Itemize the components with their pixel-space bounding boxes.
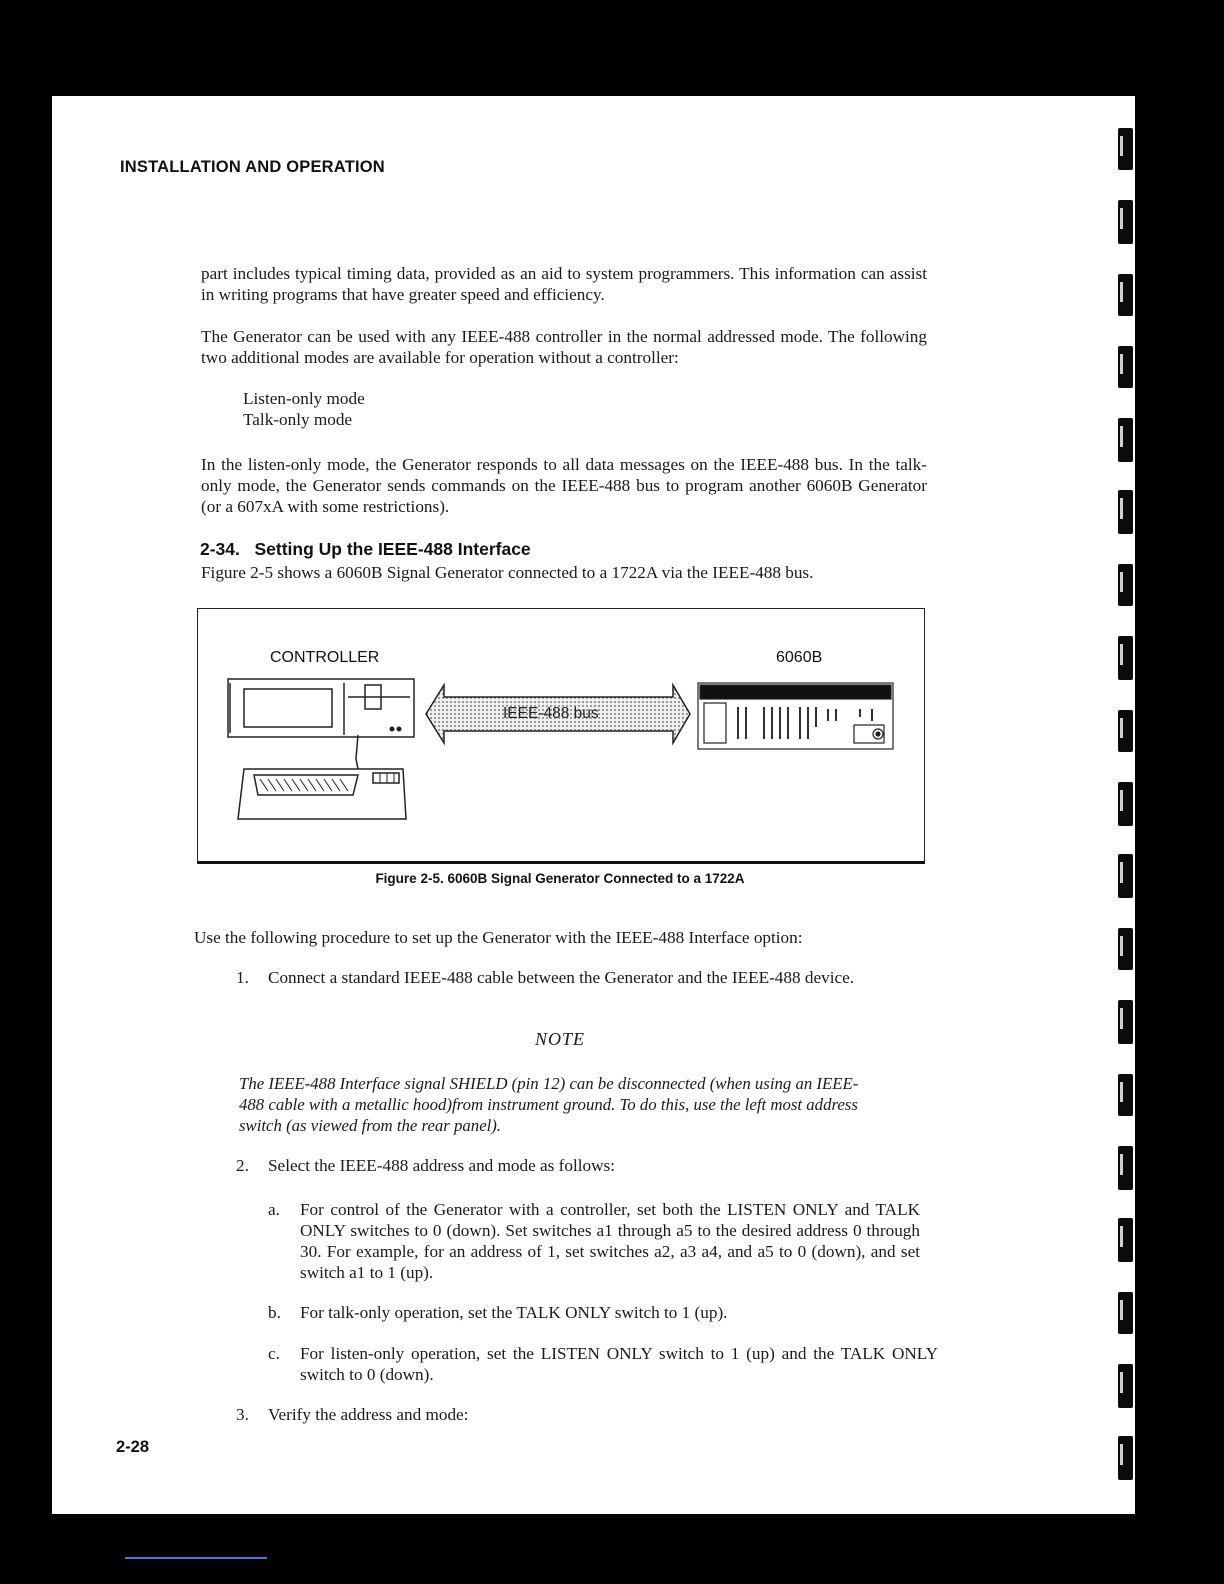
binder-hole xyxy=(1118,346,1133,388)
binder-hole xyxy=(1118,1292,1133,1334)
substep-a-text: For control of the Generator with a controller, set both the LISTEN ONLY and TALK ONLY switches to 0 (down). Set switches a1 through a5 to the desired address 0 through 30. For example, for an address of 1, set switches a2, a3 a4, and a5 to 0 (down), and set switch a1 to 1 (up). xyxy=(300,1200,920,1282)
step-2 xyxy=(236,1155,922,1177)
figure-2-5 xyxy=(197,608,925,864)
controller-keyboard xyxy=(238,769,406,819)
document-page xyxy=(52,96,1135,1514)
binder-hole xyxy=(1118,710,1133,752)
substep-c xyxy=(268,1343,938,1385)
mode-listen-only: Listen-only mode xyxy=(243,389,365,408)
page-header: INSTALLATION AND OPERATION xyxy=(120,158,385,176)
step-1-text: Connect a standard IEEE-488 cable between the Generator and the IEEE-488 device. xyxy=(268,968,855,987)
controller-label: CONTROLLER xyxy=(270,649,380,666)
binder-hole xyxy=(1118,418,1133,462)
bottom-accent-line xyxy=(125,1557,267,1559)
substep-b xyxy=(268,1302,920,1324)
binder-hole xyxy=(1118,274,1133,316)
controller-computer xyxy=(228,679,414,769)
page-number: 2-28 xyxy=(116,1438,150,1456)
section-heading: 2-34. Setting Up the IEEE-488 Interface xyxy=(200,539,531,559)
binder-hole xyxy=(1118,854,1133,898)
binder-hole xyxy=(1118,128,1133,170)
procedure-intro: Use the following procedure to set up the Generator with the IEEE-488 Interface option: xyxy=(194,928,803,947)
mode-list xyxy=(243,388,365,430)
binder-hole xyxy=(1118,636,1133,680)
instrument-label: 6060B xyxy=(776,649,823,666)
intro-paragraph: part includes typical timing data, provided as an aid to system programmers. This information can assist in writing programs that have greater speed and efficiency. xyxy=(201,264,927,304)
modes-explanation: In the listen-only mode, the Generator responds to all data messages on the IEEE-488 bus. In the talk-only mode, the Generator sends commands on the IEEE-488 bus to program another 6060B Generator (or a 607xA with some restrictions). xyxy=(201,455,927,516)
note-text: The IEEE-488 Interface signal SHIELD (pin 12) can be disconnected (when using an IEEE-488 cable with a metallic hood)from instrument ground. To do this, use the left most address switch (as viewed from the rear panel). xyxy=(239,1074,859,1135)
substep-a xyxy=(268,1199,920,1285)
binder-hole xyxy=(1118,782,1133,826)
binder-hole xyxy=(1118,1146,1133,1190)
substep-c-text: For listen-only operation, set the LISTEN ONLY switch to 1 (up) and the TALK ONLY switch to 0 (down). xyxy=(300,1344,938,1384)
substep-c-label: c. xyxy=(268,1344,280,1363)
step-1 xyxy=(236,967,922,1009)
substep-b-label: b. xyxy=(268,1303,281,1322)
modes-paragraph: The Generator can be used with any IEEE-488 controller in the normal addressed mode. The following two additional modes are available for operation without a controller: xyxy=(201,327,927,367)
binder-hole xyxy=(1118,1218,1133,1262)
binder-hole xyxy=(1118,564,1133,606)
step-2-text: Select the IEEE-488 address and mode as follows: xyxy=(268,1156,615,1175)
signal-generator-instrument xyxy=(698,683,893,749)
step-1-number: 1. xyxy=(236,968,249,987)
binder-hole xyxy=(1118,1000,1133,1044)
binder-hole xyxy=(1118,490,1133,534)
binder-hole xyxy=(1118,200,1133,244)
binder-hole xyxy=(1118,1436,1133,1480)
substep-b-text: For talk-only operation, set the TALK ONLY switch to 1 (up). xyxy=(300,1303,728,1322)
binder-hole xyxy=(1118,928,1133,970)
bus-label: IEEE-488 bus xyxy=(503,705,599,722)
step-2-number: 2. xyxy=(236,1156,249,1175)
mode-talk-only: Talk-only mode xyxy=(243,410,353,429)
substep-a-label: a. xyxy=(268,1200,280,1219)
binder-hole xyxy=(1118,1364,1133,1408)
step-3-text: Verify the address and mode: xyxy=(268,1405,469,1424)
binder-hole xyxy=(1118,1074,1133,1116)
figure-caption: Figure 2-5. 6060B Signal Generator Connected to a 1722A xyxy=(375,871,745,886)
section-intro: Figure 2-5 shows a 6060B Signal Generator connected to a 1722A via the IEEE-488 bus. xyxy=(201,563,814,582)
step-3-number: 3. xyxy=(236,1405,249,1424)
connection-diagram xyxy=(198,609,924,861)
note-title: NOTE xyxy=(534,1029,585,1049)
step-3 xyxy=(236,1404,922,1426)
